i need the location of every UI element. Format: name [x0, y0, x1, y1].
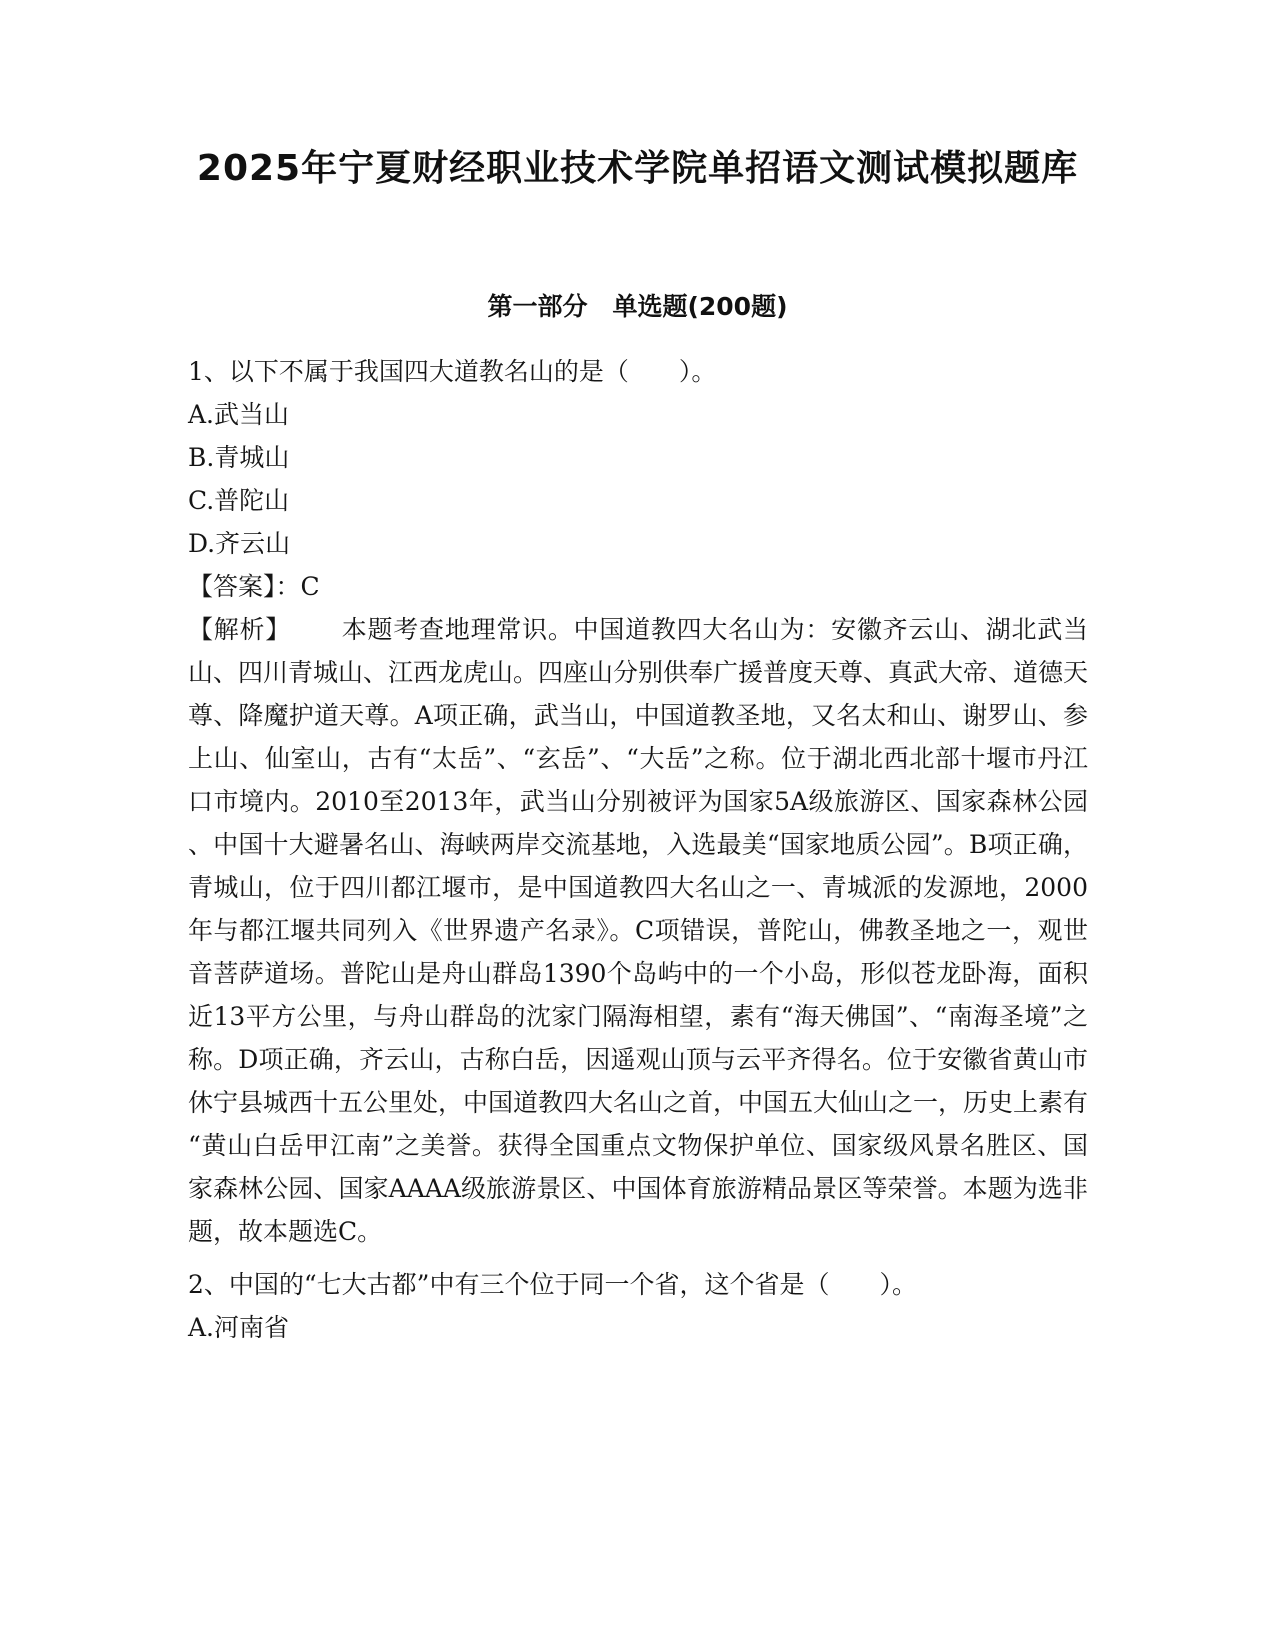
section-title: 第一部分 单选题(200题) — [487, 292, 788, 321]
option-a: A.武当山 — [188, 400, 290, 429]
explanation — [188, 608, 1088, 1253]
option-c: C.普陀山 — [188, 486, 290, 515]
option-b: B.青城山 — [188, 443, 290, 472]
answer-label: 【答案】： — [188, 572, 301, 601]
answer-value: C — [300, 572, 320, 601]
question-stem: 1、以下不属于我国四大道教名山的是（ ）。 — [188, 357, 717, 386]
question-2 — [188, 1263, 1088, 1349]
option-a: A.河南省 — [188, 1313, 290, 1342]
explanation-text — [188, 608, 1088, 1253]
explanation-label: 【解析】 — [188, 615, 292, 644]
question-1 — [188, 350, 1088, 1253]
option-d: D.齐云山 — [188, 529, 291, 558]
explanation-body: 本题考查地理常识。中国道教四大名山为：安徽齐云山、湖北武当山、四川青城山、江西龙虎山。四座山分别供奉广援普度天尊、真武大帝、道德天尊、降魔护道天尊。A项正确，武当山，中国道教圣地，又名太和山、谢罗山、参上山、仙室山，古有“太岳”、“玄岳”、“大岳”之称。位于湖北西北部十堰市丹江口市境内。2010至2013年，武当山分别被评为国家5A级旅游区、国家森林公园、中国十大避暑名山、海峡两岸交流基地，入选最美“国家地质公园”。B项正确，青城山，位于四川都江堰市，是中国道教四大名山之一、青城派的发源地，2000年与都江堰共同列入《世界遗产名录》。C项错误，普陀山，佛教圣地之一，观世音菩萨道场。普陀山是舟山群岛1390个岛屿中的一个小岛，形似苍龙卧海，面积近13平方公里，与舟山群岛的沈家门隔海相望，素有“海天佛国”、“南海圣境”之称。D项正确，齐云山，古称白岳，因遥观山顶与云平齐得名。位于安徽省黄山市休宁县城西十五公里处，中国道教四大名山之首，中国五大仙山之一，历史上素有“黄山白岳甲江南”之美誉。获得全国重点文物保护单位、国家级风景名胜区、国家森林公园、国家AAAA级旅游景区、中国体育旅游精品景区等荣誉。本题为选非题，故本题选C。 — [188, 615, 1089, 1246]
question-list — [188, 350, 1088, 1349]
question-stem: 2、中国的“七大古都”中有三个位于同一个省，这个省是（ ）。 — [188, 1270, 917, 1299]
answer-line — [188, 565, 1088, 608]
document-title: 2025年宁夏财经职业技术学院单招语文测试模拟题库 — [196, 148, 1079, 189]
